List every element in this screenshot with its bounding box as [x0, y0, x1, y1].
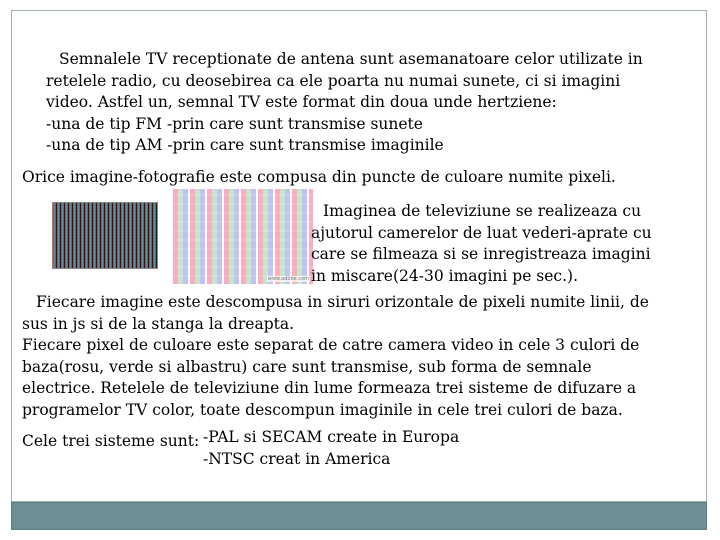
camera-paragraph: [311, 201, 652, 287]
intro-line: Semnalele TV receptionate de antena sunt asemanatoare celor utilizate in: [59, 50, 643, 68]
decompose-line: Fiecare pixel de culoare este separat de catre camera video in cele 3 culori de: [22, 336, 640, 354]
camera-line: in miscare(24-30 imagini pe sec.).: [311, 266, 579, 285]
camera-line: ajutorul camerelor de luat vederi-aprate cu: [311, 223, 652, 242]
image-caption: www.adobe.com: [267, 276, 309, 282]
pixels-definition: Orice imagine-fotografie este compusa din puncte de culoare numite pixeli.: [22, 168, 616, 186]
decompose-line: Fiecare imagine este descompusa in siruri orizontale de pixeli numite linii, de: [36, 293, 649, 311]
systems-list: [203, 427, 459, 470]
decompose-line: baza(rosu, verde si albastru) care sunt transmise, sub forma de semnale: [22, 357, 592, 376]
intro-line: -una de tip FM -prin care sunt transmise sunete: [46, 114, 423, 133]
system-item: -PAL si SECAM create in Europa: [203, 428, 460, 446]
pixel-grid-image: [173, 189, 313, 284]
footer-bar: [11, 502, 707, 530]
system-item: -NTSC creat in America: [203, 449, 391, 468]
systems-label: Cele trei sisteme sunt:: [22, 432, 200, 450]
decompose-line: programelor TV color, toate descompun imaginile in cele trei culori de baza.: [22, 400, 623, 419]
decompose-line: electrice. Retelele de televiziune din lume formeaza trei sisteme de difuzare a: [22, 379, 637, 397]
camera-line: care se filmeaza si se inregistreaza imagini: [311, 245, 651, 263]
intro-paragraph: [46, 49, 643, 157]
intro-line: -una de tip AM -prin care sunt transmise imaginile: [46, 136, 444, 154]
intro-line: retelele radio, cu deosebirea ca ele poarta nu numai sunete, ci si imagini: [46, 71, 621, 90]
decompose-paragraph: [22, 292, 649, 421]
intro-line: video. Astfel un, semnal TV este format din doua unde hertziene:: [46, 93, 557, 111]
camera-line: Imaginea de televiziune se realizeaza cu: [323, 202, 642, 220]
pixel-closeup-image: [52, 202, 158, 269]
decompose-line: sus in js si de la stanga la dreapta.: [22, 314, 295, 333]
